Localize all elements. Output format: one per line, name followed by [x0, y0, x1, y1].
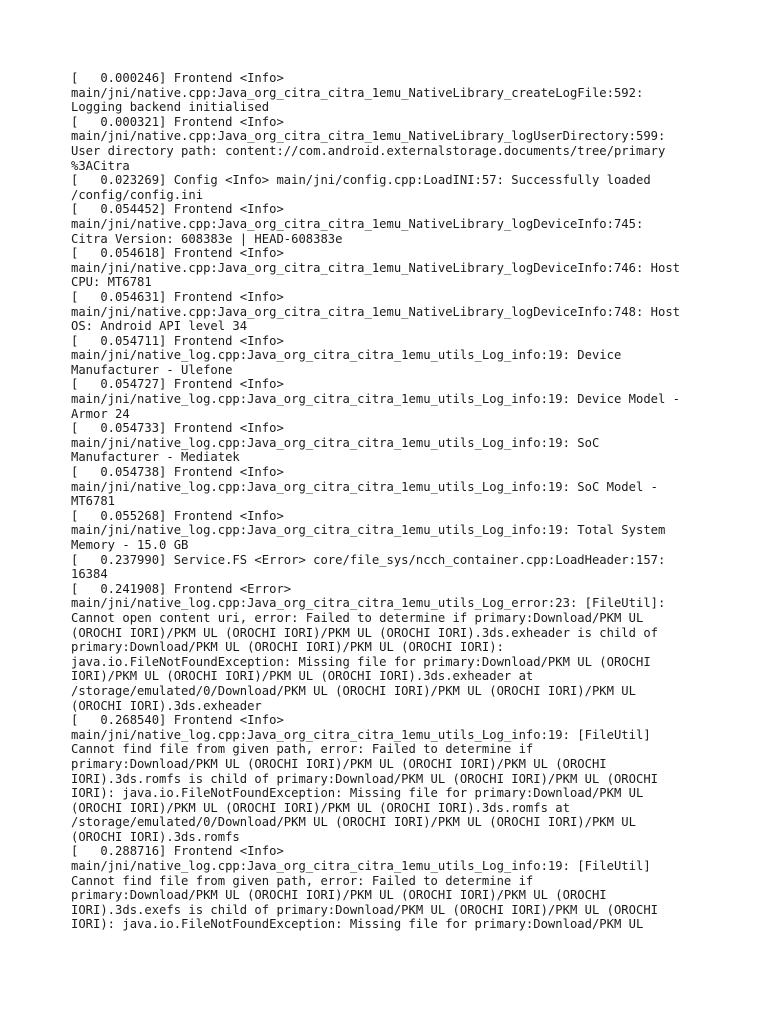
log-line: /storage/emulated/0/Download/PKM UL (OROCHI IORI)/PKM UL (OROCHI IORI)/PKM UL: [71, 815, 636, 830]
log-line: IORI)/PKM UL (OROCHI IORI)/PKM UL (OROCHI IORI).3ds.exheader at: [71, 669, 534, 684]
log-document: [71, 71, 711, 932]
log-line: Cannot find file from given path, error: Failed to determine if: [71, 873, 534, 888]
log-line: [ 0.241908] Frontend <Error>: [71, 581, 292, 596]
log-line: [ 0.054733] Frontend <Info>: [71, 421, 284, 436]
log-line: [ 0.023269] Config <Info> main/jni/config.cpp:LoadINI:57: Successfully loaded: [71, 173, 651, 188]
log-line: [ 0.055268] Frontend <Info>: [71, 508, 284, 523]
log-line: OS: Android API level 34: [71, 319, 248, 334]
log-line: (OROCHI IORI)/PKM UL (OROCHI IORI)/PKM UL (OROCHI IORI).3ds.exheader is child of: [71, 625, 658, 640]
log-line: [ 0.000246] Frontend <Info>: [71, 71, 284, 85]
log-line: (OROCHI IORI).3ds.exheader: [71, 698, 262, 713]
log-line: [ 0.000321] Frontend <Info>: [71, 114, 284, 129]
log-line: (OROCHI IORI)/PKM UL (OROCHI IORI)/PKM UL (OROCHI IORI).3ds.romfs at: [71, 800, 570, 815]
log-line: main/jni/native_log.cpp:Java_org_citra_citra_1emu_utils_Log_info:19: Total System: [71, 523, 666, 538]
log-line: main/jni/native_log.cpp:Java_org_citra_citra_1emu_utils_Log_info:19: SoC Model -: [71, 479, 658, 494]
log-line: primary:Download/PKM UL (OROCHI IORI)/PKM UL (OROCHI IORI)/PKM UL (OROCHI: [71, 888, 607, 903]
log-line: Memory - 15.0 GB: [71, 538, 189, 552]
log-line: IORI).3ds.exefs is child of primary:Download/PKM UL (OROCHI IORI)/PKM UL (OROCHI: [71, 902, 658, 917]
log-line: User directory path: content://com.android.externalstorage.documents/tree/primary: [71, 143, 666, 158]
log-line: main/jni/native_log.cpp:Java_org_citra_citra_1emu_utils_Log_info:19: SoC: [71, 435, 600, 450]
log-line: MT6781: [71, 494, 116, 509]
log-line: main/jni/native_log.cpp:Java_org_citra_citra_1emu_utils_Log_error:23: [FileUtil]:: [71, 596, 666, 611]
log-line: IORI).3ds.romfs is child of primary:Download/PKM UL (OROCHI IORI)/PKM UL (OROCHI: [71, 771, 658, 786]
log-line: Manufacturer - Ulefone: [71, 362, 233, 377]
log-line: java.io.FileNotFoundException: Missing file for primary:Download/PKM UL (OROCHI: [71, 654, 651, 669]
log-line: 16384: [71, 567, 108, 582]
log-line: %3ACitra: [71, 158, 130, 173]
log-line: Logging backend initialised: [71, 100, 270, 115]
log-line: [ 0.054738] Frontend <Info>: [71, 465, 284, 480]
log-line: [ 0.054711] Frontend <Info>: [71, 333, 284, 348]
log-line: Armor 24: [71, 406, 130, 421]
log-line: /config/config.ini: [71, 187, 204, 202]
log-line: Cannot find file from given path, error: Failed to determine if: [71, 742, 534, 757]
log-line: (OROCHI IORI).3ds.romfs: [71, 829, 240, 844]
log-line: /storage/emulated/0/Download/PKM UL (OROCHI IORI)/PKM UL (OROCHI IORI)/PKM UL: [71, 683, 636, 698]
log-line: CPU: MT6781: [71, 275, 152, 290]
log-line: primary:Download/PKM UL (OROCHI IORI)/PKM UL (OROCHI IORI):: [71, 640, 504, 655]
log-line: primary:Download/PKM UL (OROCHI IORI)/PKM UL (OROCHI IORI)/PKM UL (OROCHI: [71, 756, 607, 771]
log-line: [ 0.054452] Frontend <Info>: [71, 202, 284, 217]
log-line: [ 0.268540] Frontend <Info>: [71, 713, 284, 728]
log-line: [ 0.054631] Frontend <Info>: [71, 289, 284, 304]
log-line: main/jni/native.cpp:Java_org_citra_citra_1emu_NativeLibrary_createLogFile:592:: [71, 85, 644, 100]
log-line: [ 0.237990] Service.FS <Error> core/file_sys/ncch_container.cpp:LoadHeader:157:: [71, 552, 666, 567]
log-line: [ 0.054618] Frontend <Info>: [71, 246, 284, 261]
log-line: main/jni/native.cpp:Java_org_citra_citra_1emu_NativeLibrary_logUserDirectory:599:: [71, 129, 666, 144]
log-line: main/jni/native_log.cpp:Java_org_citra_citra_1emu_utils_Log_info:19: [FileUtil]: [71, 859, 651, 874]
log-line: Manufacturer - Mediatek: [71, 450, 240, 465]
log-line: IORI): java.io.FileNotFoundException: Missing file for primary:Download/PKM UL: [71, 917, 644, 932]
log-line: main/jni/native.cpp:Java_org_citra_citra_1emu_NativeLibrary_logDeviceInfo:748: Host: [71, 304, 681, 319]
log-line: [ 0.054727] Frontend <Info>: [71, 377, 284, 392]
log-line: main/jni/native_log.cpp:Java_org_citra_citra_1emu_utils_Log_info:19: Device Model -: [71, 392, 681, 407]
log-line: main/jni/native.cpp:Java_org_citra_citra_1emu_NativeLibrary_logDeviceInfo:746: Host: [71, 260, 681, 275]
log-line: Cannot open content uri, error: Failed to determine if primary:Download/PKM UL: [71, 610, 644, 625]
log-line: IORI): java.io.FileNotFoundException: Missing file for primary:Download/PKM UL: [71, 786, 644, 801]
log-line: main/jni/native.cpp:Java_org_citra_citra_1emu_NativeLibrary_logDeviceInfo:745:: [71, 216, 644, 231]
log-line: main/jni/native_log.cpp:Java_org_citra_citra_1emu_utils_Log_info:19: Device: [71, 348, 622, 363]
log-line: main/jni/native_log.cpp:Java_org_citra_citra_1emu_utils_Log_info:19: [FileUtil]: [71, 727, 651, 742]
log-line: [ 0.288716] Frontend <Info>: [71, 844, 284, 859]
log-line: Citra Version: 608383e | HEAD-608383e: [71, 231, 343, 246]
